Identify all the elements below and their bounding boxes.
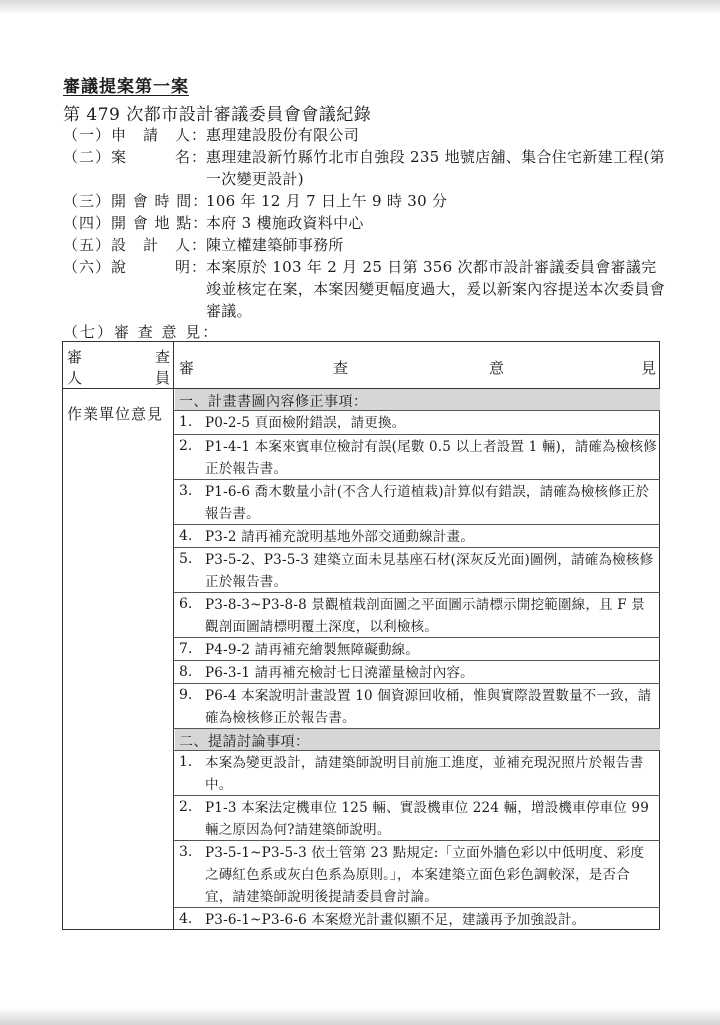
row-divider xyxy=(173,750,660,751)
item-number: 2. xyxy=(179,799,193,815)
info-value: 本案原於 103 年 2 月 25 日第 356 次都市設計審議委員會審議完竣並核定在案，本案因變更幅度過大，爰以新案內容提送本次委員會審議。 xyxy=(206,258,666,320)
item-text: P6-3-1 請再補充檢討七日澆灌量檢討內容。 xyxy=(205,665,474,681)
section-2-title: 二、提請討論事項： xyxy=(179,734,310,750)
item-number: 2. xyxy=(179,438,193,454)
item-text: P1-4-1 本案來賓車位檢討有誤(尾數 0.5 以上者設置 1 輛)，請確為檢核修正於報告書。 xyxy=(205,439,657,477)
info-value: 惠理建設新竹縣竹北市自強段 235 地號店舖、集合住宅新建工程(第一次變更設計) xyxy=(206,148,665,188)
review-opinions-label: （七）審 查 意 見： xyxy=(63,323,220,341)
item-text: P3-5-2、P3-5-3 建築立面未見基座石材(深灰反光面)圖例，請確為檢核修正於報告書。 xyxy=(205,552,654,590)
item-text: P3-8-3~P3-8-8 景觀植栽剖面圖之平面圖示請標示開挖範圍線，且 F 景觀剖面圖請標明覆土深度，以利檢核。 xyxy=(205,597,645,635)
row-divider xyxy=(173,840,660,841)
header-opinion-char: 意 xyxy=(489,359,505,377)
item-number: 1. xyxy=(179,754,193,770)
row-divider xyxy=(173,479,660,480)
item-text: P1-6-6 喬木數量小計(不含人行道植栽)計算似有錯誤，請確為檢核修正於報告書。 xyxy=(205,484,650,522)
row-divider xyxy=(173,907,660,908)
header-reviewer-char: 審 xyxy=(67,348,83,366)
info-value: 陳立權建築師事務所 xyxy=(206,236,344,254)
item-number: 8. xyxy=(179,664,193,680)
item-text: P1-3 本案法定機車位 125 輛、實設機車位 224 輛，增設機車停車位 99 輛之原因為何?請建築師說明。 xyxy=(205,800,649,838)
row-divider xyxy=(173,795,660,796)
item-text: P3-2 請再補充說明基地外部交通動線計畫。 xyxy=(205,529,475,545)
item-number: 3. xyxy=(179,483,193,499)
item-number: 1. xyxy=(179,414,193,430)
item-text: 本案為變更設計，請建築師說明目前施工進度，並補充現況照片於報告書中。 xyxy=(205,755,644,793)
row-divider xyxy=(173,660,660,661)
info-label: （四）開 會 地 點： xyxy=(63,214,209,232)
info-label: （一）申 請 人： xyxy=(63,126,208,144)
header-opinion-char: 查 xyxy=(333,359,349,377)
item-text: P6-4 本案說明計畫設置 10 個資源回收桶，惟與實際設置數量不一致，請確為檢核修正於報告書。 xyxy=(205,688,652,726)
info-label: （三）開 會 時 間： xyxy=(63,192,209,210)
row-divider xyxy=(173,592,660,593)
item-number: 4. xyxy=(179,911,193,927)
item-text: P3-5-1~P3-5-3 依土管第 23 點規定:「立面外牆色彩以中低明度、彩度之磚紅色系或灰白色系為原則。」，本案建築立面色彩色調較深，是否合宜，請建築師說明後提請委員會討論。 xyxy=(205,845,645,905)
item-number: 4. xyxy=(179,528,193,544)
section-1-title: 一、計畫書圖內容修正事項： xyxy=(179,394,368,410)
item-number: 3. xyxy=(179,844,193,860)
row-divider xyxy=(173,434,660,435)
row-divider xyxy=(173,683,660,684)
reviewer-unit: 作業單位意見 xyxy=(67,405,164,423)
item-number: 9. xyxy=(179,687,193,703)
info-value: 106 年 12 月 7 日上午 9 時 30 分 xyxy=(206,192,448,210)
row-divider xyxy=(173,637,660,638)
item-number: 7. xyxy=(179,641,193,657)
item-number: 6. xyxy=(179,596,193,612)
info-label: （二）案 名： xyxy=(63,148,208,166)
review-table xyxy=(62,341,660,930)
item-number: 5. xyxy=(179,551,193,567)
meeting-title: 第 479 次都市設計審議委員會會議紀錄 xyxy=(63,105,372,125)
row-divider xyxy=(173,547,660,548)
info-value: 惠理建設股份有限公司 xyxy=(206,126,360,144)
info-label: （六）說 明： xyxy=(63,258,208,276)
row-divider xyxy=(173,524,660,525)
info-value: 本府 3 樓施政資料中心 xyxy=(206,214,364,232)
header-reviewer-char: 查 xyxy=(155,348,171,366)
header-reviewer-char: 員 xyxy=(155,369,171,387)
page-bottom-edge xyxy=(0,1007,720,1025)
header-reviewer-char: 人 xyxy=(67,369,83,387)
header-opinion-char: 審 xyxy=(179,359,195,377)
item-text: P0-2-5 頁面檢附錯誤，請更換。 xyxy=(205,415,406,431)
proposal-heading: 審議提案第一案 xyxy=(63,77,189,97)
page-top-edge xyxy=(0,0,720,14)
item-text: P3-6-1~P3-6-6 本案燈光計畫似顯不足，建議再予加強設計。 xyxy=(205,912,586,928)
item-text: P4-9-2 請再補充繪製無障礙動線。 xyxy=(205,642,420,658)
row-divider xyxy=(173,410,660,411)
header-opinion-char: 見 xyxy=(641,359,657,377)
info-label: （五）設 計 人： xyxy=(63,236,208,254)
